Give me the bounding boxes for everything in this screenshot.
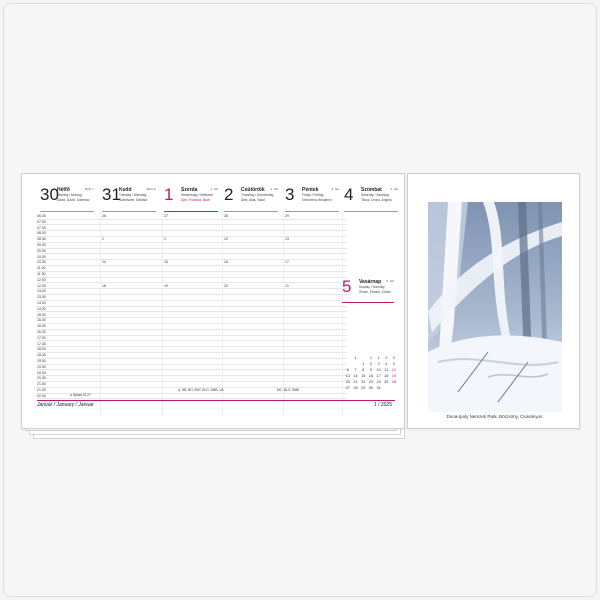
mini-calendar-day: 27 (345, 386, 350, 390)
hour-label: 19.00 (37, 359, 46, 363)
mini-calendar (344, 355, 398, 391)
hour-label: 12.00 (37, 277, 46, 282)
footer-divider (37, 400, 395, 401)
column-separator (283, 211, 284, 416)
hour-label: 15.00 (37, 312, 46, 317)
hour-label: 16.30 (37, 330, 46, 334)
mini-calendar-day: 8 (362, 368, 365, 372)
day-marker: 28 (224, 214, 228, 218)
hour-label: 13.00 (37, 289, 46, 294)
grid-row (37, 340, 347, 341)
day-translation: Friday / Freitag (302, 193, 324, 197)
mini-calendar-day: 7 (354, 368, 357, 372)
month-label: Január / January / Januar (37, 402, 94, 408)
hour-label: 21.00 (37, 382, 46, 387)
grid-row (37, 242, 347, 243)
grid-row (37, 323, 347, 324)
mini-calendar-day (390, 385, 398, 391)
hour-label: 11.00 (37, 266, 46, 271)
mini-calendar-day: 28 (353, 386, 358, 390)
mini-calendar-day: 22 (361, 380, 366, 384)
mini-calendar-day (382, 385, 390, 391)
day-number: 3 (285, 185, 295, 204)
mini-calendar-day: 25 (384, 380, 389, 384)
day-marker: 21 (285, 283, 289, 288)
day-number: 31 (102, 185, 121, 204)
hour-label: 22.00 (37, 393, 46, 398)
day-number: 2 (224, 185, 234, 204)
mini-calendar-day: 2 (369, 362, 372, 366)
grid-row (37, 230, 347, 231)
hour-label: 20.30 (37, 376, 46, 381)
day-header-4 (285, 186, 339, 212)
hour-label: 20.00 (37, 370, 46, 375)
hour-label: 18.00 (37, 347, 46, 352)
day-name: Szerda (181, 187, 198, 193)
winter-forest-image (428, 202, 562, 412)
grid-row (37, 259, 347, 260)
day-header-2 (164, 186, 218, 212)
day-name: Péntek (302, 187, 319, 193)
day-underline (285, 211, 339, 212)
mini-calendar-day: 15 (361, 374, 366, 378)
hour-label: 15.30 (37, 318, 46, 323)
hour-label: 07.00 (37, 219, 46, 224)
grid-row (37, 352, 347, 353)
day-namedays: Titusz, Leona, Angéla (361, 198, 392, 202)
mini-calendar-day: 12 (391, 368, 397, 372)
wednesday-note: A, HB, BO, BHY, BLG, SMB, UA (178, 388, 224, 392)
hour-label: 08.00 (37, 231, 46, 236)
grid-row (37, 369, 347, 370)
grid-row (37, 358, 347, 359)
hour-label: 06.30 (37, 214, 46, 218)
day-marker: 12 (224, 237, 228, 242)
day-week: 3. hét (331, 187, 339, 191)
grid-row (37, 282, 347, 283)
day-marker: 27 (164, 214, 168, 218)
column-separator (342, 211, 343, 416)
day-marker: 19 (164, 283, 168, 288)
day-translation: Tuesday / Dienstag (119, 193, 147, 197)
mini-calendar-head: 2 (385, 356, 388, 360)
day-marker: 16 (224, 260, 228, 265)
grid-row (37, 306, 347, 307)
column-separator (222, 211, 223, 416)
grid-row (37, 288, 347, 289)
mini-calendar-day: 1 (362, 362, 365, 366)
grid-row (37, 381, 347, 382)
hour-label: 12.30 (37, 283, 46, 288)
hour-label: 16.00 (37, 324, 46, 329)
grid-row (37, 317, 347, 318)
hour-label: 07.30 (37, 225, 46, 230)
day-marker: 20 (224, 283, 228, 288)
hour-label: 11.30 (37, 272, 46, 276)
photo-page (407, 173, 580, 429)
day-number: 30 (40, 185, 59, 204)
day-underline (344, 211, 398, 212)
hour-label: 18.30 (37, 353, 46, 358)
day-translation: Monday / Montag (57, 193, 82, 197)
hour-label: 14.30 (37, 306, 46, 311)
page-number: 1 / 2025 (373, 402, 392, 408)
grid-row (37, 311, 347, 312)
day-header-1 (102, 186, 156, 212)
hour-label: 21.30 (37, 388, 46, 392)
mini-calendar-day: 21 (353, 380, 358, 384)
grid-row (37, 236, 347, 237)
day-translation: Thursday / Donnerstag (241, 193, 274, 197)
mini-calendar-day: 30 (368, 386, 374, 390)
mini-calendar-day: 16 (368, 374, 374, 378)
day-week: 2. hét (270, 187, 278, 191)
mini-calendar-day: 26 (391, 380, 397, 384)
day-number: 4 (344, 185, 354, 204)
day-week: 4. hét (390, 187, 398, 191)
day-marker: 29 (285, 214, 289, 218)
mini-calendar-day: 4 (385, 362, 388, 366)
day-marker: 15 (164, 260, 168, 265)
hour-label: 14.00 (37, 301, 46, 305)
mini-calendar-day: 31 (376, 386, 381, 390)
moon-phase-note: ● Újhold 20.27 (70, 393, 91, 397)
day-name: Szombat (361, 187, 382, 193)
thursday-note: MC, BLG, SMB (277, 388, 299, 392)
grid-row (37, 375, 347, 376)
day-header-3 (224, 186, 278, 212)
day-namedays: Szilveszter, Darinka (119, 198, 147, 202)
hour-label: 17.30 (37, 341, 46, 346)
sunday-namedays: Simon, Edvárd, Emília (359, 290, 391, 294)
sunday-number: 5 (342, 277, 352, 296)
hour-label: 09.00 (37, 243, 46, 247)
mini-calendar-day: 11 (384, 368, 389, 372)
mini-calendar-day: 3 (377, 362, 380, 366)
day-underline (40, 211, 94, 212)
day-translation: Saturday / Samstag (361, 193, 389, 197)
day-header-5 (344, 186, 398, 212)
mini-calendar-head: 1 (354, 356, 357, 360)
grid-row (37, 294, 347, 295)
day-namedays: Újév, Fruzsina, Bach (181, 198, 211, 202)
day-namedays: Dávid, Dávid, Lidéhusz (57, 198, 90, 202)
hour-label: 09.30 (37, 248, 46, 253)
mini-calendar-day: 18 (384, 374, 389, 378)
mini-calendar-day: 5 (392, 362, 396, 366)
grid-row (37, 253, 347, 254)
mini-calendar-day: 10 (376, 368, 381, 372)
day-name: Kedd (119, 187, 132, 193)
day-marker: 26 (102, 214, 106, 218)
day-underline (102, 211, 156, 212)
day-namedays: Ábel, Akta, Vazul (241, 198, 265, 202)
day-marker: 18 (102, 283, 106, 288)
grid-row (37, 335, 347, 336)
day-underline (224, 211, 278, 212)
day-week: Betű Y (85, 187, 94, 191)
weekly-planner-page (21, 173, 405, 429)
day-underline (164, 211, 218, 212)
grid-row (37, 224, 347, 225)
grid-row (37, 265, 347, 266)
day-marker: 1 (102, 237, 104, 242)
hour-label: 17.00 (37, 335, 46, 340)
mini-calendar-day: 6 (346, 368, 349, 372)
grid-row (37, 277, 347, 278)
winter-forest-photo (428, 202, 562, 412)
mini-calendar-day: 29 (361, 386, 366, 390)
mini-calendar-head: 2 (392, 356, 396, 360)
mini-calendar-day: 24 (376, 380, 381, 384)
grid-row (37, 329, 347, 330)
mini-calendar-head: 1 (377, 356, 380, 360)
day-week: Betű G (146, 187, 156, 191)
hour-label: 10.30 (37, 260, 46, 265)
mini-calendar-day: 23 (368, 380, 374, 384)
day-marker: 13 (285, 237, 289, 242)
mini-calendar-day: 20 (345, 380, 350, 384)
day-translation: Wednesday / Mittwoch (181, 193, 214, 197)
grid-row (37, 300, 347, 301)
day-namedays: Genovéva, Benjámin (302, 198, 332, 202)
grid-row (37, 364, 347, 365)
hour-label: 13.30 (37, 295, 46, 300)
day-name: Csütörtök (241, 187, 265, 193)
mini-calendar-day: 13 (345, 374, 350, 378)
sunday-name: Vasárnap (359, 279, 382, 285)
sunday-header (342, 278, 394, 300)
column-separator (100, 211, 101, 416)
day-name: Hétfő (57, 187, 70, 193)
sunday-underline (342, 302, 394, 303)
column-separator (162, 211, 163, 416)
sunday-week: 5. hét (386, 279, 394, 283)
grid-row (37, 346, 347, 347)
day-header-0 (40, 186, 94, 212)
day-marker: 17 (285, 260, 289, 265)
sunday-translation: Sunday / Sonntag (359, 285, 385, 289)
hour-label: 19.30 (37, 364, 46, 369)
day-number: 1 (164, 185, 174, 204)
grid-row (37, 219, 347, 220)
day-marker: 14 (102, 260, 106, 265)
day-marker: 1 (164, 237, 166, 242)
hour-label: 08.30 (37, 237, 46, 242)
mini-calendar-day: 14 (353, 374, 358, 378)
mini-calendar-day: 19 (391, 374, 397, 378)
mini-calendar-day: 17 (376, 374, 381, 378)
photo-caption: Duna-Ipoly Nemzeti Park, Börzsöny, Csóványos (446, 414, 543, 419)
grid-row (37, 271, 347, 272)
mini-calendar-day: 9 (369, 368, 372, 372)
hour-label: 10.00 (37, 254, 46, 259)
day-week: 1. hét (210, 187, 218, 191)
mini-calendar-head: 1 (369, 356, 372, 360)
grid-row (37, 248, 347, 249)
